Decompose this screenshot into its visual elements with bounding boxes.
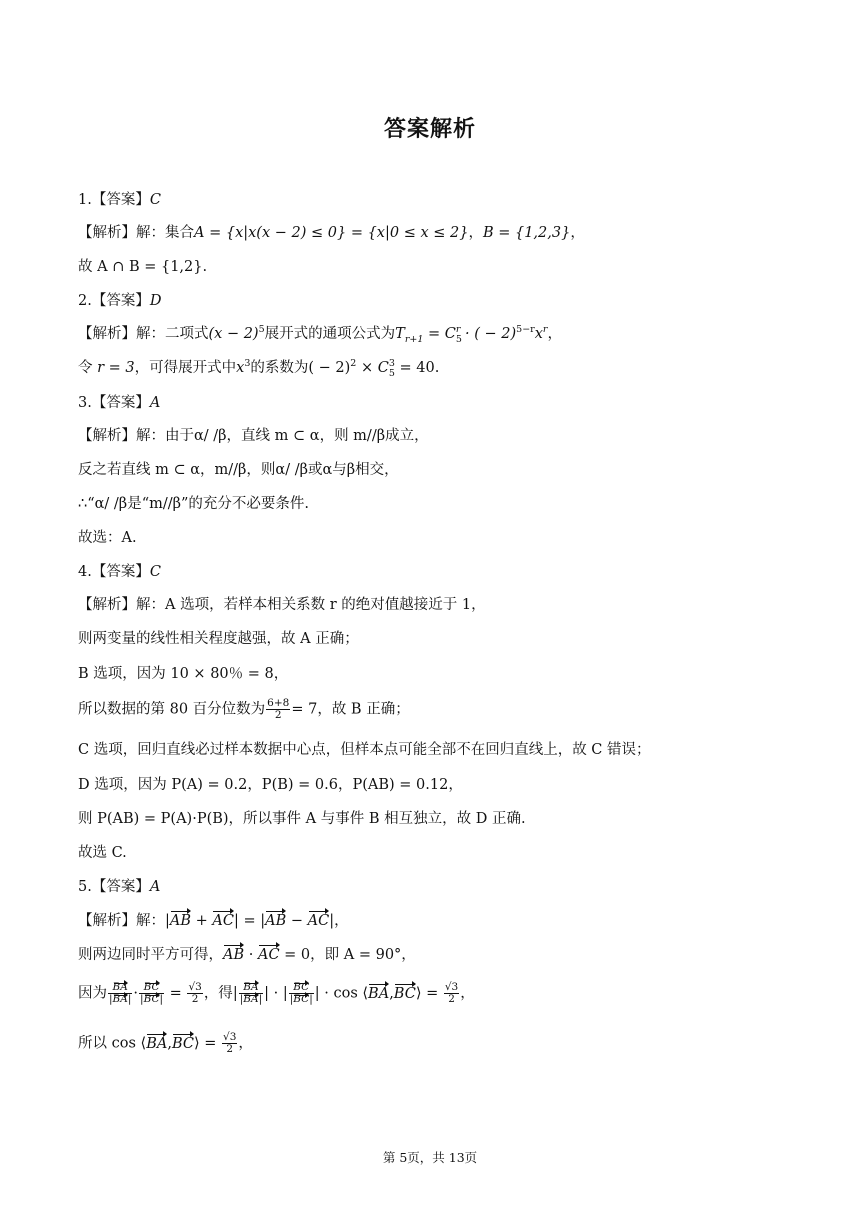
q5-unit-bc: $\frac{BC}{|BC|}$ xyxy=(140,981,164,1005)
q5-answer: A xyxy=(149,879,161,895)
q3-line1: 【解析】解：由于α/ /β，直线 m ⊂ α，则 m//β成立， xyxy=(78,428,429,444)
q2-r-value: r = 3 xyxy=(97,360,135,376)
q2-coefficient-expr: ( − $2)^2 \times C_5^3 = 40$ xyxy=(308,358,435,379)
q4-line4 xyxy=(78,698,410,721)
q4-line4-prefix: 所以数据的第 80 百分位数为 xyxy=(78,701,266,718)
q4-frac-den: 2 xyxy=(274,709,282,721)
q5-answer-line xyxy=(78,876,160,898)
q2-analysis-line xyxy=(78,323,562,345)
q5-line3: 因为 $\frac{BA}{|BA|}$ · $\frac{BC}{|BC|}$ = $\frac{√3}{2}$ ，得| $\frac{BA}{|BA|}$ | · | $\frac{BC}{|BC|}$ | · cos ⟨BA,BC⟩ = $\frac{√3}{2}$ ， xyxy=(78,981,475,1005)
q5-two-b: 2 xyxy=(448,993,455,1005)
q1-label: 1.【答案】 xyxy=(78,192,150,208)
q5-line2-suffix: = 0，即 A = 90°， xyxy=(284,947,416,963)
q4-line5: C 选项，回归直线必过样本数据中心点，但样本点可能全部不在回归直线上，故 C 错误； xyxy=(78,742,651,758)
q1-analysis-prefix: 【解析】解：集合 xyxy=(78,225,194,241)
q5-sqrt3-c: √3 xyxy=(223,1031,237,1043)
q1-answer-line xyxy=(78,189,161,211)
q5-line2-prefix: 则两边同时平方可得， xyxy=(78,947,223,963)
q3-line2: 反之若直线 m ⊂ α，m//β，则α/ /β或α与β相交， xyxy=(78,462,399,478)
q1-answer: C xyxy=(149,192,161,208)
q2-line2-mid: ，可得展开式中 xyxy=(134,360,237,376)
q5-unit-ba: $\frac{BA}{|BA|}$ xyxy=(109,981,132,1005)
q2-line2-prefix: 令 xyxy=(78,360,93,376)
q4-answer: C xyxy=(149,564,161,580)
q5-sqrt3-over-2-b xyxy=(444,982,459,1005)
q4-answer-line xyxy=(78,561,161,583)
q4-line6: D 选项，因为 P(A) = 0.2，P(B) = 0.6，P(AB) = 0.12， xyxy=(78,777,463,793)
q4-line8: 故选 C. xyxy=(78,845,127,861)
q1-conclusion: 故 A ∩ B = {1,2}. xyxy=(78,259,208,275)
q3-answer-line xyxy=(78,392,160,414)
q5-vector-equation: |AB + AC| = |AB − AC|， xyxy=(165,913,349,929)
q5-unit-ba-2: $\frac{BA}{|BA|}$ xyxy=(239,981,263,1005)
q5-line3-mid: ，得 xyxy=(203,985,233,1002)
q2-answer-line xyxy=(78,290,161,312)
q3-answer: A xyxy=(149,395,161,411)
q5-sqrt3-a: √3 xyxy=(188,981,202,993)
q4-line7: 则 P(AB) = P(A)·P(B)，所以事件 A 与事件 B 相互独立，故 D 正确. xyxy=(78,811,526,827)
q5-sqrt3-b: √3 xyxy=(444,981,459,993)
q4-fraction xyxy=(266,698,290,721)
q3-line3: ∴“α/ /β是“m//β”的充分不必要条件. xyxy=(78,496,310,512)
q2-line1-end: ， xyxy=(547,326,562,342)
q1-end: ， xyxy=(570,225,585,241)
q3-line4: 故选：A. xyxy=(78,530,137,546)
q1-sep: ， xyxy=(468,225,483,241)
q5-sqrt3-over-2-a xyxy=(187,982,202,1005)
q2-line1-prefix: 【解析】解：二项式 xyxy=(78,326,209,342)
q5-unit-bc-2: $\frac{BC}{|BC|}$ xyxy=(289,981,313,1005)
q3-label: 3.【答案】 xyxy=(78,395,150,411)
q1-set-a: A = {x|x(x − 2) ≤ 0} = {x|0 ≤ x ≤ 2} xyxy=(194,225,469,241)
page-title: 答案解析 xyxy=(383,117,476,142)
q4-line3: B 选项，因为 10 × 80％ = 8， xyxy=(78,666,289,682)
q5-dot-product: AB · AC xyxy=(223,947,284,963)
q5-two-a: 2 xyxy=(191,993,199,1005)
q2-label: 2.【答案】 xyxy=(78,293,150,309)
q2-line2-mid2: 的系数为 xyxy=(250,360,309,376)
q5-line1 xyxy=(78,910,349,932)
q5-line1-prefix: 【解析】解： xyxy=(78,913,165,929)
q5-sqrt3-over-2-c xyxy=(222,1032,237,1055)
q2-answer: D xyxy=(149,293,162,309)
q5-line4-prefix: 所以 cos xyxy=(78,1035,136,1052)
q5-two-c: 2 xyxy=(226,1043,234,1055)
q5-line2 xyxy=(78,944,416,966)
q1-analysis-line xyxy=(78,222,585,244)
q5-label: 5.【答案】 xyxy=(78,879,150,895)
q2-binomial: $(x - 2)^5$ xyxy=(208,324,265,342)
q4-line4-suffix: = 7，故 B 正确； xyxy=(291,701,410,718)
q2-line1-mid: 展开式的通项公式为 xyxy=(264,326,396,342)
q1-set-b: B = {1,2,3} xyxy=(482,225,571,241)
q4-line1: 【解析】解：A 选项，若样本相关系数 r 的绝对值越接近于 1， xyxy=(78,597,486,613)
q2-x-cubed: $x^3$ xyxy=(236,358,251,376)
q4-label: 4.【答案】 xyxy=(78,564,150,580)
q2-general-term: $T_{r+1} = C_5^r$ · ( − $2)^{5-r}x^r$ xyxy=(395,324,548,345)
q5-line4: 所以 cos ⟨BA,BC⟩ = $\frac{√3}{2}$ ， xyxy=(78,1031,253,1055)
q2-line2-end: . xyxy=(434,360,440,376)
q4-frac-num: 6+8 xyxy=(267,697,290,709)
q2-coefficient-line xyxy=(78,357,439,379)
page-footer: 第 5页，共 13页 xyxy=(382,1150,478,1165)
q4-line2: 则两变量的线性相关程度越强，故 A 正确； xyxy=(78,631,359,647)
q5-line3-prefix: 因为 xyxy=(78,985,107,1002)
